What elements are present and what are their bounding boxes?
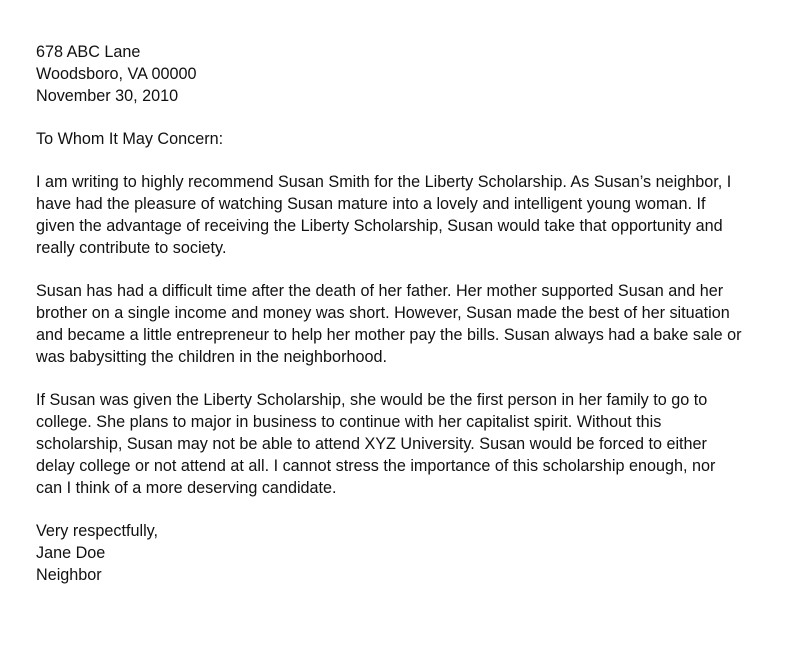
salutation: To Whom It May Concern:	[36, 130, 224, 148]
paragraph-line: college. She plans to major in business to continue with her capitalist spirit. Without this	[36, 413, 662, 431]
paragraph-line: scholarship, Susan may not be able to attend XYZ University. Susan would be forced to either	[36, 435, 707, 453]
paragraph-line: really contribute to society.	[36, 239, 227, 257]
closing-block	[36, 520, 776, 586]
paragraph-line: given the advantage of receiving the Liberty Scholarship, Susan would take that opportunity and	[36, 217, 723, 235]
address-city-state-zip: Woodsboro, VA 00000	[36, 65, 197, 83]
paragraph-line: can I think of a more deserving candidate.	[36, 479, 337, 497]
salutation-block	[36, 128, 776, 150]
body-paragraph-3	[36, 389, 776, 499]
signer-name: Jane Doe	[36, 544, 106, 562]
sender-address-block	[36, 41, 776, 107]
body-paragraph-1	[36, 171, 776, 259]
signer-relation: Neighbor	[36, 566, 102, 584]
paragraph-line: I am writing to highly recommend Susan Smith for the Liberty Scholarship. As Susan’s neighbor, I	[36, 173, 732, 191]
paragraph-line: Susan has had a difficult time after the death of her father. Her mother supported Susan and her	[36, 282, 724, 300]
paragraph-line: was babysitting the children in the neighborhood.	[36, 348, 387, 366]
paragraph-line: delay college or not attend at all. I cannot stress the importance of this scholarship enough, nor	[36, 457, 716, 475]
paragraph-line: brother on a single income and money was short. However, Susan made the best of her situation	[36, 304, 730, 322]
valediction: Very respectfully,	[36, 522, 159, 540]
paragraph-line: and became a little entrepreneur to help her mother pay the bills. Susan always had a bake sale or	[36, 326, 742, 344]
paragraph-line: have had the pleasure of watching Susan mature into a lovely and intelligent young woman. If	[36, 195, 706, 213]
paragraph-line: If Susan was given the Liberty Scholarship, she would be the first person in her family to go to	[36, 391, 708, 409]
body-paragraph-2	[36, 280, 776, 368]
letter-date: November 30, 2010	[36, 87, 179, 105]
recommendation-letter	[36, 41, 776, 586]
address-street: 678 ABC Lane	[36, 43, 141, 61]
